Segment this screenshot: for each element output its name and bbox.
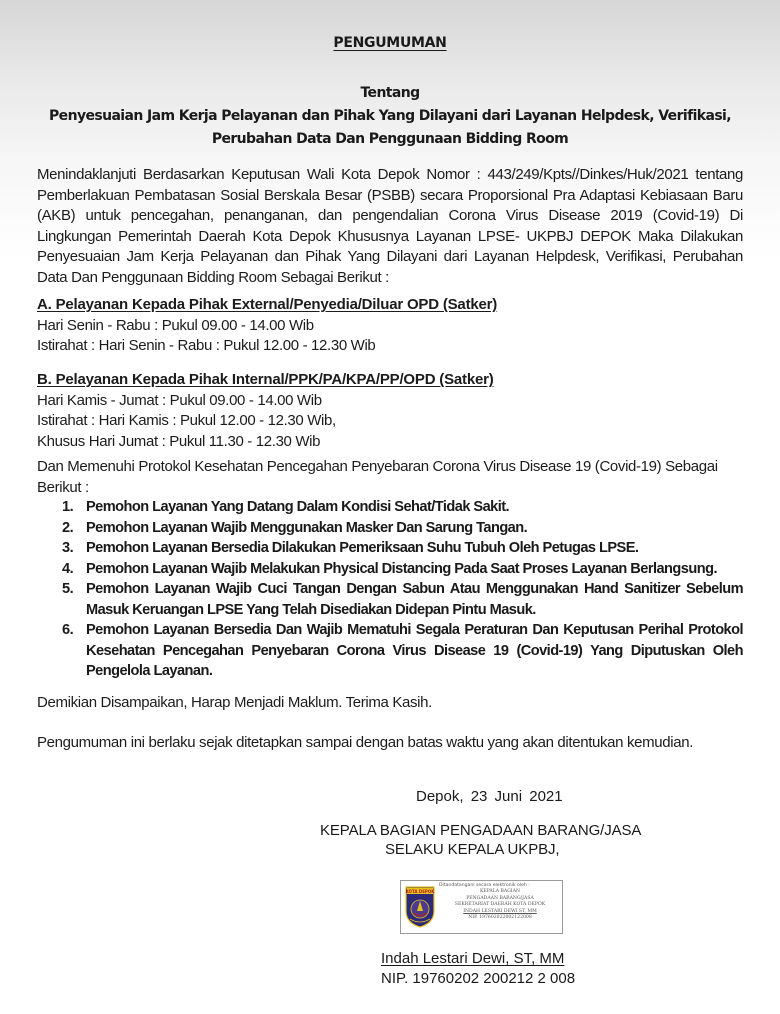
document-subtitle — [0, 82, 780, 151]
protocol-item — [62, 620, 743, 682]
protocol-item-number: 1. — [62, 499, 74, 515]
protocol-item-number: 5. — [62, 581, 74, 597]
stamp-text — [439, 883, 561, 921]
section-a-line: Hari Senin - Rabu : Pukul 09.00 - 14.00 Wib — [37, 316, 314, 334]
stamp-name: INDAH LESTARI DEWI ST, MM — [463, 908, 537, 914]
signatory-title-line: SELAKU KEPALA UKPBJ, — [385, 841, 560, 858]
subtitle-line: Penyesuaian Jam Kerja Pelayanan dan Pihak Yang Dilayani dari Layanan Helpdesk, Verifikasi, — [49, 108, 731, 124]
section-b-heading: B. Pelayanan Kepada Pihak Internal/PPK/PA/KPA/PP/OPD (Satker) — [37, 371, 494, 388]
protocol-item-number: 4. — [62, 560, 74, 577]
protocol-item-text: Pemohon Layanan Wajib Melakukan Physical Distancing Pada Saat Proses Layanan Berlangsung. — [86, 560, 717, 577]
intro-paragraph: Menindaklanjuti Berdasarkan Keputusan Wali Kota Depok Nomor : 443/249/Kpts//Dinkes/Huk/2021 tentang Pemberlakuan Pembatasan Sosial Berskala Besar (PSBB) secara Proporsional Pra Adaptasi Kebiasaan Baru (AKB) untuk pencegahan, penanganan, dan pengendalian Corona Virus Disease 2019 (Covid-19) Di Lingkungan Pemerintah Daerah Kota Depok Khususnya Layanan LPSE- UKPBJ DEPOK Maka Dilakukan Penyesuaian Jam Kerja Pelayanan dan Pihak Yang Dilayani dari Layanan Helpdesk, Verifikasi, Perubahan Data Dan Penggunaan Bidding Room Sebagai Berikut : — [37, 166, 743, 286]
protocol-item — [62, 579, 743, 620]
protocol-item — [62, 538, 743, 559]
section-a-heading: A. Pelayanan Kepada Pihak External/Penyedia/Diluar OPD (Satker) — [37, 296, 498, 313]
protocol-item-text: Pemohon Layanan Wajib Menggunakan Masker Dan Sarung Tangan. — [86, 519, 528, 536]
protocol-item-number: 3. — [62, 540, 74, 556]
stamp-header: Ditandatangani secara elektronik oleh : — [439, 883, 530, 888]
protocol-item-number: 6. — [62, 622, 74, 638]
signatory-title — [320, 821, 670, 859]
protocol-item — [62, 518, 743, 539]
document-title — [0, 35, 780, 51]
electronic-signature-stamp — [400, 880, 563, 934]
signatory-title-line: KEPALA BAGIAN PENGADAAN BARANG/JASA — [320, 822, 642, 839]
protocol-item — [62, 559, 743, 580]
protocol-item — [62, 497, 743, 518]
signer-name: Indah Lestari Dewi, ST, MM — [381, 950, 565, 967]
protocol-item-text: Pemohon Layanan Yang Datang Dalam Kondisi Sehat/Tidak Sakit. — [86, 499, 510, 515]
closing-statement: Demikian Disampaikan, Harap Menjadi Maklum. Terima Kasih. — [37, 694, 432, 711]
signer-nip: NIP. 19760202 200212 2 008 — [381, 970, 576, 987]
stamp-nip: NIP. 197602022002122008 — [468, 915, 532, 921]
section-b — [37, 370, 743, 452]
protocol-item-text: Pemohon Layanan Wajib Cuci Tangan Dengan Sabun Atau Menggunakan Hand Sanitizer Sebelum Masuk Keruangan LPSE Yang Telah Disediakan Didepan Pintu Masuk. — [86, 581, 743, 618]
subtitle-line: Perubahan Data Dan Penggunaan Bidding Room — [211, 131, 569, 147]
signer-block — [381, 949, 575, 989]
section-a-line: Istirahat : Hari Senin - Rabu : Pukul 12.00 - 12.30 Wib — [37, 337, 376, 354]
subtitle-line: Tentang — [360, 85, 420, 101]
protocol-item-number: 2. — [62, 519, 74, 536]
kota-depok-emblem-icon — [404, 885, 436, 929]
protocol-item-text: Pemohon Layanan Bersedia Dilakukan Pemeriksaan Suhu Tubuh Oleh Petugas LPSE. — [86, 540, 639, 556]
validity-statement: Pengumuman ini berlaku sejak ditetapkan sampai dengan batas waktu yang akan ditentukan kemudian. — [37, 734, 694, 751]
stamp-line: KEPALA BAGIAN — [479, 889, 521, 895]
protocol-list — [62, 497, 743, 682]
section-a — [37, 295, 743, 357]
emblem-label: KOTA DEPOK — [405, 888, 435, 894]
protocol-item-text: Pemohon Layanan Bersedia Dan Wajib Mematuhi Segala Peraturan Dan Keputusan Perihal Protokol Kesehatan Pencegahan Penyebaran Corona Virus Disease 19 (Covid-19) Yang Diputuskan Oleh Pengelola Layanan. — [86, 622, 743, 679]
protocol-intro: Dan Memenuhi Protokol Kesehatan Pencegahan Penyebaran Corona Virus Disease 19 (Covid-19) Sebagai Berikut : — [37, 458, 718, 496]
section-b-line: Hari Kamis - Jumat : Pukul 09.00 - 14.00 Wib — [37, 391, 322, 409]
section-b-line: Khusus Hari Jumat : Pukul 11.30 - 12.30 Wib — [37, 432, 321, 450]
stamp-line: PENGADAAN BARANG/JASA — [466, 895, 534, 901]
stamp-line: SEKRETARIAT DAERAH KOTA DEPOK — [454, 902, 546, 908]
place-date: Depok, 23 Juni 2021 — [416, 788, 563, 805]
title-text: PENGUMUMAN — [333, 35, 447, 51]
section-b-line: Istirahat : Hari Kamis : Pukul 12.00 - 12.30 Wib, — [37, 412, 336, 429]
